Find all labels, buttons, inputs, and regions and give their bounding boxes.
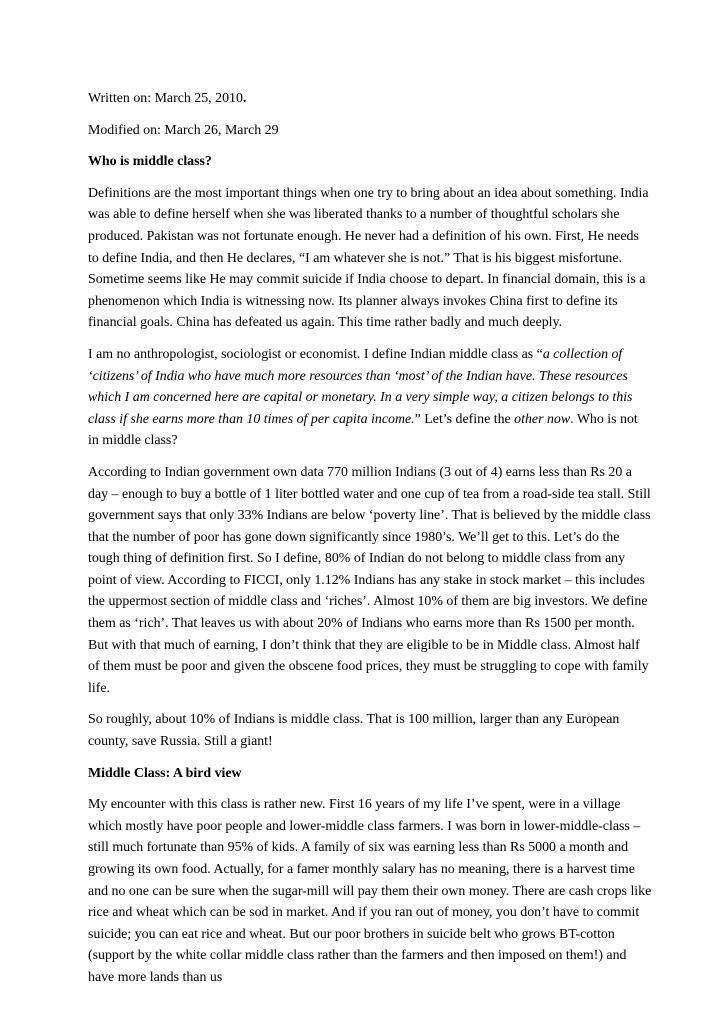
paragraph-government-data: According to Indian government own data 770 million Indians (3 out of 4) earns less than Rs 20 a day – enough to buy a bottle of 1 liter bottled water and one cup of tea from a road-side tea stall. Still government says that only 33% Indians are below ‘poverty line’. That is believed by the middle class that the number of poor has gone down significantly since 1980’s. We’ll get to this. Let’s do the tough thing of definition first. So I define, 80% of Indian do not belong to middle class from any point of view. According to FICCI, only 1.12% Indians has any stake in stock market – this includes the uppermost section of middle class and ‘riches’. Almost 10% of them are big investors. We define them as ‘rich’. That leaves us with about 20% of Indians who earns more than Rs 1500 per month. But with that much of earning, I don’t think that they are eligible to be in Middle class. Almost half of them must be poor and given the obscene food prices, they must be struggling to cope with family life. <box>88 464 651 696</box>
paragraph-define-middle-class <box>88 344 652 452</box>
para-2-transition: ” Let’s define the <box>414 411 515 427</box>
para-2-intro: I am no anthropologist, sociologist or economist. I define Indian middle class as “ <box>88 346 543 362</box>
para-2-other-now: other now <box>514 411 571 427</box>
paragraph-roughly: So roughly, about 10% of Indians is middle class. That is 100 million, larger than any European county, save Russia. Still a giant! <box>88 712 620 750</box>
written-on-text: Written on: March 25, 2010 <box>88 91 243 106</box>
written-on-period: . <box>242 91 247 106</box>
heading-bird-view: Middle Class: A bird view <box>88 765 242 781</box>
paragraph-definitions: Definitions are the most important things when one try to bring about an idea about something. India was able to define herself when she was liberated thanks to a number of thoughtful scholars she produced. Pakistan was not fortunate enough. He never had a definition of his own. First, He needs to define India, and then He declares, “I am whatever she is not.” That is his biggest misfortune. Sometime seems like He may commit suicide if India choose to depart. In financial domain, this is a phenomenon which India is witnessing now. Its planner always invokes China first to define its financial goals. China has defeated us again. This time rather badly and much deeply. <box>88 185 649 331</box>
paragraph-encounter: My encounter with this class is rather new. First 16 years of my life I’ve spent, were in a village which mostly have poor people and lower-middle class farmers. I was born in lower-middle-class – still much fortunate than 95% of kids. A family of six was earning less than Rs 5000 a month and growing its own food. Actually, for a famer monthly salary has no meaning, there is a harvest time and no one can be sure when the sugar-mill will pay them their own money. There are cash crops like rice and wheat which can be sod in market. And if you ran out of money, you don’t have to commit suicide; you can eat rice and wheat. But our poor brothers in suicide belt who grows BT-cotton (support by the white collar middle class rather than the farmers and then imposed on them!) and have more lands than us <box>88 797 652 985</box>
para-2-definition: a collection of ‘citizens’ of India who have much more resources than ‘most’ of the Indian have. These resources which I am concerned here are capital or monetary. In a very simple way, a citizen belongs to this class if she earns more than 10 times of per capita income. <box>88 346 633 427</box>
written-on-line <box>88 88 652 110</box>
para-2-question: . Who is not in middle class? <box>88 411 638 449</box>
modified-on-line: Modified on: March 26, March 29 <box>88 122 279 138</box>
document-body <box>88 88 652 999</box>
heading-who-is-middle-class: Who is middle class? <box>88 154 212 170</box>
